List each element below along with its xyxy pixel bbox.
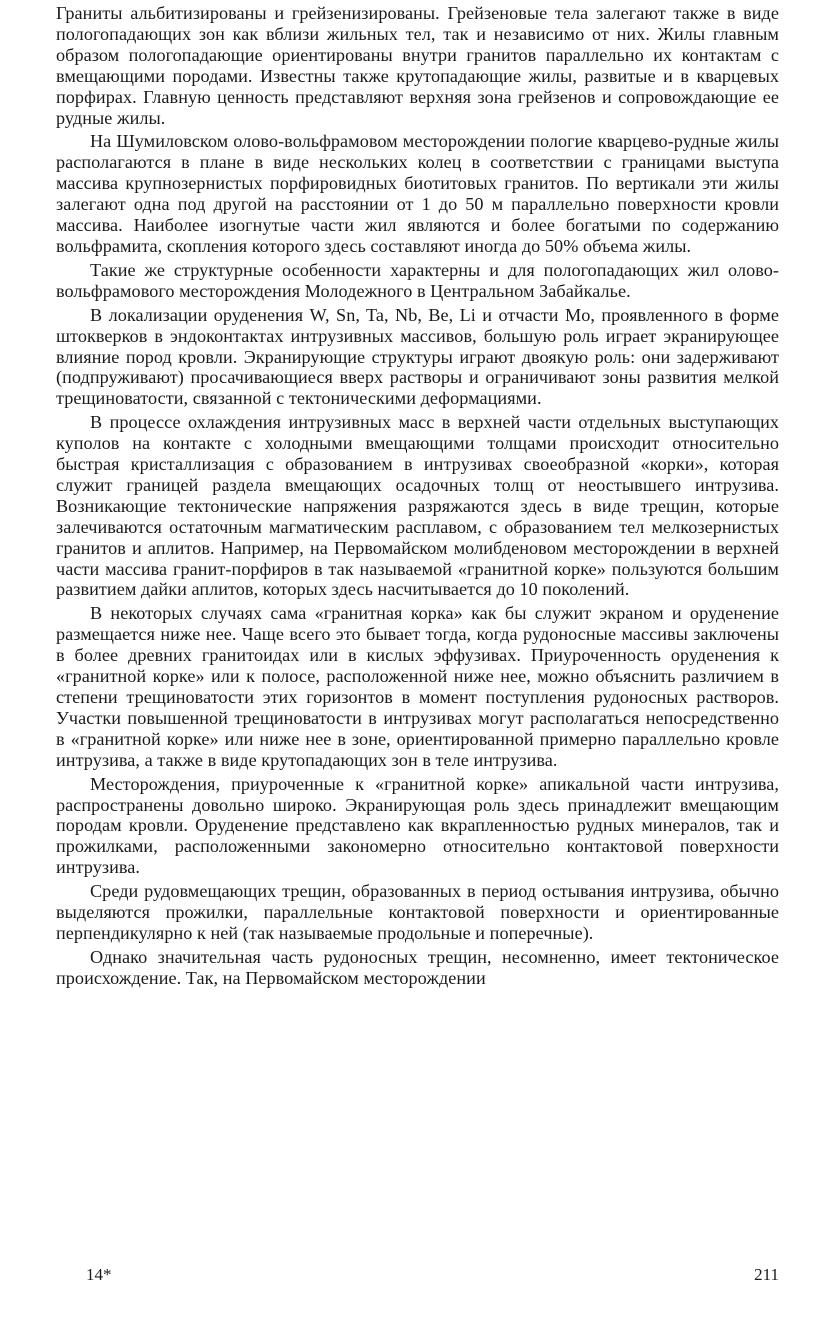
signature-mark: 14* [86, 1265, 112, 1284]
page-footer [80, 1265, 779, 1285]
paragraph-4: В локализации оруденения W, Sn, Ta, Nb, Be, Li и отчасти Mo, проявленного в форме штокверков в эндоконтактах интрузивных массивов, большую роль играет экранирующее влияние пород кровли. Экранирующие структуры играют двоякую роль: они задерживают (подпруживают) просачивающиеся вверх растворы и ограничивают зоны развития мелкой трещиноватости, связанной с тектоническими деформациями. [56, 304, 779, 409]
paragraph-7: Месторождения, приуроченные к «гранитной корке» апикальной части интрузива, распространены довольно широко. Экранирующая роль здесь принадлежит вмещающим породам кровли. Оруденение представлено как вкрапленностью рудных минералов, так и прожилками, расположенными закономерно относительно контактовой поверхности интрузива. [56, 773, 779, 878]
paragraph-6: В некоторых случаях сама «гранитная корка» как бы служит экраном и оруденение размещается ниже нее. Чаще всего это бывает тогда, когда рудоносные массивы заключены в более древних гранитоидах или в кислых эффузивах. Приуроченность оруденения к «гранитной корке» или к полосе, расположенной ниже нее, можно объяснить различием в степени трещиноватости этих горизонтов в момент поступления рудоносных растворов. Участки повышенной трещиноватости в интрузивах могут располагаться непосредственно в «гранитной корке» или ниже нее в зоне, ориентированной примерно параллельно кровле интрузива, а также в виде крутопадающих зон в теле интрузива. [56, 603, 779, 770]
body-text [56, 3, 779, 989]
paragraph-1: Граниты альбитизированы и грейзенизированы. Грейзеновые тела залегают также в виде пологопадающих зон как вблизи жильных тел, так и независимо от них. Жилы главным образом пологопадающие ориентированы внутри гранитов параллельно их контактам с вмещающими породами. Известны также крутопадающие жилы, развитые и в кварцевых порфирах. Главную ценность представляют верхняя зона грейзенов и сопровождающие ее рудные жилы. [56, 3, 779, 128]
page-number: 211 [754, 1265, 779, 1284]
paragraph-3: Такие же структурные особенности характерны и для пологопадающих жил олово-вольфрамового месторождения Молодежного в Центральном Забайкалье. [56, 259, 779, 301]
paragraph-5: В процессе охлаждения интрузивных масс в верхней части отдельных выступающих куполов на контакте с холодными вмещающими толщами происходит относительно быстрая кристаллизация с образованием в интрузивах своеобразной «корки», которая служит границей раздела вмещающих осадочных толщ от неостывшего интрузива. Возникающие тектонические напряжения разряжаются здесь в виде трещин, которые залечиваются остаточным магматическим расплавом, с образованием тел мелкозернистых гранитов и аплитов. Например, на Первомайском молибденовом месторождении в верхней части массива гранит-порфиров в так называемой «гранитной корке» пользуются большим развитием дайки аплитов, которых здесь насчитывается до 10 поколений. [56, 412, 779, 600]
paragraph-2: На Шумиловском олово-вольфрамовом месторождении пологие кварцево-рудные жилы располагаются в плане в виде нескольких колец в соответствии с границами выступа массива крупнозернистых порфировидных биотитовых гранитов. По вертикали эти жилы залегают одна под другой на расстоянии от 1 до 50 м параллельно поверхности кровли массива. Наиболее изогнутые части жил являются и более богатыми по содержанию вольфрамита, скопления которого здесь составляют иногда до 50% объема жилы. [56, 131, 779, 256]
paragraph-9: Однако значительная часть рудоносных трещин, несомненно, имеет тектоническое происхождение. Так, на Первомайском месторождении [56, 946, 779, 988]
paragraph-8: Среди рудовмещающих трещин, образованных в период остывания интрузива, обычно выделяются прожилки, параллельные контактовой поверхности и ориентированные перпендикулярно к ней (так называемые продольные и поперечные). [56, 881, 779, 943]
